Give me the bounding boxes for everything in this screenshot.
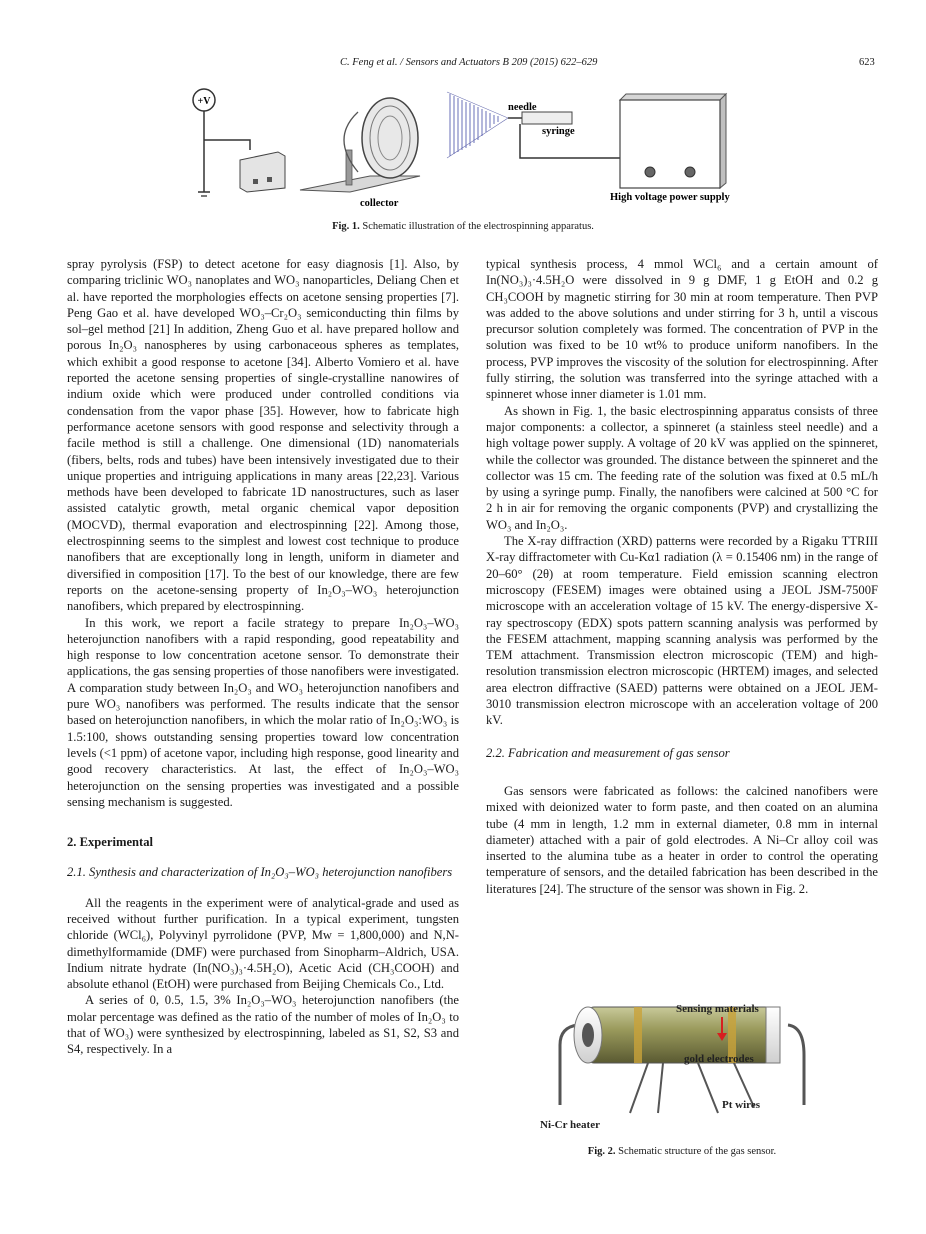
page-number: 623 [859,57,875,68]
journal-citation: C. Feng et al. / Sensors and Actuators B 209 (2015) 622–629 [340,57,598,68]
figure-2-caption-text: Schematic structure of the gas sensor. [618,1146,777,1157]
left-paragraph-2: In this work, we report a facile strategy to prepare In₂O₃–WO₃ heterojunction nanofibers with a rapid responding, good repeatability and high response to low concentration acetone sensor. To demonstrate their applications, the gas sensing properties of those nanofibers were investigated. A comparation study between In₂O₃ and WO₃ heterojunction nanofibers and pure WO₃ nanofibers was performed. The results indicate that the sensor based on heterojunction nanofibers, in which the molar ratio of In₂O₃:WO₃ is 1.5:100, shows outstanding sensing properties toward low concentration levels (<1 ppm) of acetone vapor, including high response, good linearity and good recovery characteristics. At last, the effect of In₂O₃–WO₃ heterojunction on the sensing properties was investigated and a possible sensing mechanism is suggested. [67,615,459,809]
label-power-supply: High voltage power supply [610,192,730,203]
figure-1-caption [0,221,926,232]
left-paragraph-3: All the reagents in the experiment were of analytical-grade and used as received without further purification. In a typical experiment, tungsten chloride (WCl₆), Polyvinyl pyrrolidone (PVP, Mw = 1,800,000) and N,N-dimethylformamide (DMF) were purchased from Sinopharm–Aldrich, USA. Indium nitrate hydrate (In(NO₃)₃·4.5H₂O), Acetic Acid (CH₃COOH) and absolute ethanol (EtOH) were purchased from Beijing Chemicals Co., Ltd. [67,895,459,992]
right-column [486,256,878,897]
sensor-drawing [538,995,816,1135]
right-paragraph-3: The X-ray diffraction (XRD) patterns were recorded by a Rigaku TTRIII X-ray diffractometer with Cu-Kα1 radiation (λ = 0.15406 nm) in the range of 20–60° (2θ) at room temperature. Field emission scanning electron microscopy (FESEM) images were obtained using a JEOL JSM-7500F microscope with an acceleration voltage of 15 kV. The energy-dispersive X-ray spectroscopy (EDX) spots pattern scanning analysis was performed by the FESEM attachment, mapping scanning analysis was performed by the TEM attachment. Transmission electron microscopic (TEM) and high-resolution transmission electron microscopic (HRTEM) images, and selected area electron diffractive (SAED) patterns were obtained on a JEOL JEM-3010 transmission electron microscope with an acceleration voltage of 200 kV. [486,534,878,728]
subsection-heading-2-1: 2.1. Synthesis and characterization of In₂O₃–WO₃ heterojunction nanofibers [67,865,453,880]
label-voltage: +V [197,96,211,107]
label-sensing-materials: Sensing materials [676,1003,759,1015]
label-collector: collector [360,198,399,209]
label-pt-wires: Pt wires [722,1099,760,1111]
left-paragraph-1: spray pyrolysis (FSP) to detect acetone for easy diagnosis [1]. Also, by comparing triclinic WO₃ nanoplates and WO₃ nanoparticles, Deliang Chen et al. have reported the morphologies effects on acetone sensing properties [7]. Peng Gao et al. have developed WO₃–Cr₂O₃ semiconducting thin films by sol–gel method [21] In addition, Zheng Guo et al. have prepared hollow and porous In₂O₃ nanospheres by using carbonaceous spheres as templates, which exhibit a good response to acetone [34]. Alberto Vomiero et al. have reported the acetone sensing properties of single-crystalline nanowires of indium oxide which were produced under controlled conditions via condensation from the vapor phase [35]. However, how to fabricate high performance acetone sensors with good response and selectivity through a facile method is still a challenge. One dimensional (1D) nanomaterials (fibers, belts, rods and tubes) have been intensively investigated due to their unique properties and intriguing applications in many areas [22,23]. Various methods have been developed to fabricate 1D nanostructures, such as laser assisted catalytic growth, metal organic chemical vapor deposition (MOCVD), thermal evaporation and electrospinning [22]. Among those, electrospinning seems to the simplest and lowest cost technique to produce nanofibers that are exceptionally long in length, uniform in diameter and diversified in composition [17]. To the best of our knowledge, there are few reports on the acetone-sensing property of In₂O₃–WO₃ heterojunction nanofibers, which prepared by electrospinning. [67,257,459,614]
figure-2-label: Fig. 2. [587,1146,616,1157]
label-gold-electrodes: gold electrodes [684,1053,754,1065]
left-paragraph-4: A series of 0, 0.5, 1.5, 3% In₂O₃–WO₃ heterojunction nanofibers (the molar percentage was defined as the ratio of the number of moles of In₂O₃ to that of WO₃) were synthesized by electrospinning, labeled as S1, S2, S3 and S4, respectively. In a [67,993,459,1057]
figure-2-caption [486,1146,878,1157]
section-heading-experimental: 2. Experimental [67,835,154,850]
label-syringe: syringe [542,126,575,137]
figure-1-label: Fig. 1. [332,221,360,232]
right-paragraph-2: As shown in Fig. 1, the basic electrospinning apparatus consists of three major components: a collector, a spinneret (a stainless steel needle) and a high voltage power supply. A voltage of 20 kV was applied on the spinneret, while the collector was grounded. The distance between the spinneret and the collector was 15 cm. The feeding rate of the solution was fixed at 0.5 mL/h by using a syringe pump. Finally, the nanofibers were calcined at 500 °C for 2 h in air for removing the organic components (PVP) and crystallizing the WO₃ and In₂O₃. [486,403,878,532]
right-paragraph-4: Gas sensors were fabricated as follows: the calcined nanofibers were mixed with deionized water to form paste, and then coated on an alumina tube (4 mm in length, 1.2 mm in external diameter, 0.8 mm in internal diameter) attached with a pair of gold electrodes. A Ni–Cr alloy coil was inserted to the alumina tube as a heater in order to control the operating temperature of sensors, and the detailed fabrication has been described in the literatures [24]. The structure of the sensor was shown in Fig. 2. [486,783,878,896]
label-nicr-heater: Ni-Cr heater [540,1119,600,1131]
figure-1-electrospinning-diagram [190,80,760,215]
label-needle: needle [508,102,537,113]
right-paragraph-1: typical synthesis process, 4 mmol WCl₆ and a certain amount of In(NO₃)₃·4.5H₂O were dissolved in 9 g DMF, 1 g EtOH and 0.2 g CH₃COOH by magnetic stirring for 30 min at room temperature. Then PVP was added to the above solutions and under stirring for 3 h, until a viscous precursor solution completely was formed. The concentration of PVP in the solution was fixed to be 10 wt% to produce uniform nanofibers. In the process, PVP improves the viscosity of the solution for electrospinning. After fully stirring, the solution was transferred into the syringe attached with a spinneret whose inner diameter is 1.01 mm. [486,257,878,402]
subsection-heading-2-2: 2.2. Fabrication and measurement of gas sensor [486,745,730,760]
figure-1-caption-text: Schematic illustration of the electrospinning apparatus. [362,221,594,232]
figure-2-sensor-diagram [538,995,816,1135]
left-column [67,256,459,1058]
